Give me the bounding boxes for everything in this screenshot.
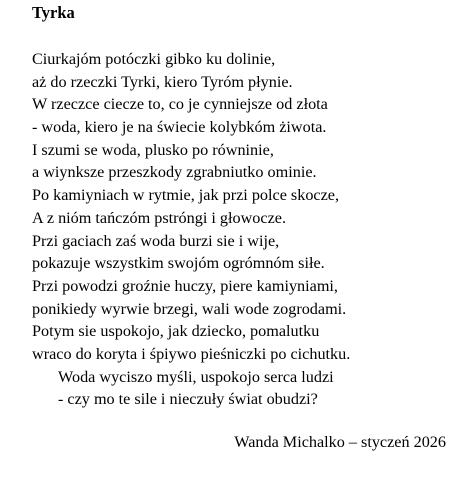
poem-line: aż do rzeczki Tyrki, kiero Tyróm płynie.	[32, 72, 293, 91]
poem-title: Tyrka	[32, 3, 75, 22]
poem-line: A z nióm tańczóm pstróngi i głowocze.	[32, 208, 286, 227]
poem-line: Woda wyciszo myśli, uspokojo serca ludzi	[58, 367, 334, 386]
poem-line: pokazuje wszystkim swojóm ogrómnóm siłe.	[32, 254, 325, 273]
poem-line: wraco do koryta i śpiywo pieśniczki po cichutku.	[32, 344, 351, 363]
poem-line: I szumi se woda, plusko po równinie,	[32, 140, 274, 159]
poem-line: - woda, kiero je na świecie kolybkóm żiwota.	[32, 118, 327, 137]
author-signature: Wanda Michalko – styczeń 2026	[234, 433, 446, 451]
poem-line: a wiynksze przeszkody zgrabniutko ominie.	[32, 163, 317, 182]
poem-line: ponikiedy wyrwie brzegi, wali wode zogrodami.	[32, 299, 347, 318]
poem-line: Po kamiyniach w rytmie, jak przi polce skocze,	[32, 186, 340, 205]
poem-line: Ciurkajóm potóczki gibko ku dolinie,	[32, 50, 276, 68]
poem-line: - czy mo te sile i nieczuły świat obudzi?	[58, 390, 318, 409]
poem-body	[32, 48, 350, 411]
poem-line: Przi powodzi groźnie huczy, piere kamiyniami,	[32, 276, 338, 295]
poem-line: Przi gaciach zaś woda burzi sie i wije,	[32, 231, 280, 250]
poem-line: W rzeczce ciecze to, co je cynniejsze od złota	[32, 95, 328, 114]
poem-line: Potym sie uspokojo, jak dziecko, pomalutku	[32, 322, 320, 341]
